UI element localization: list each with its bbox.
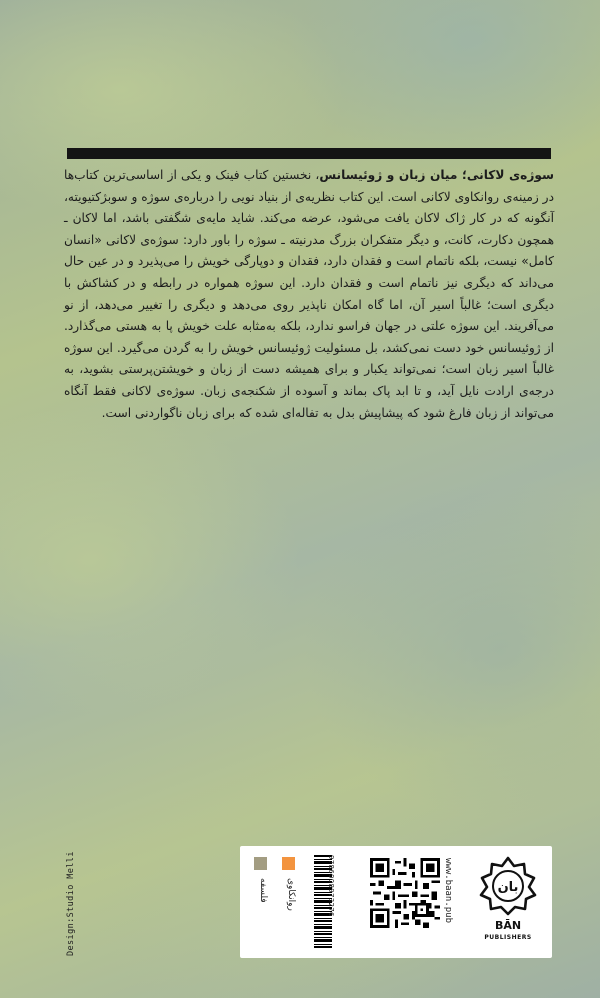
logo-text: بان — [497, 880, 519, 895]
publisher-name: BĀN — [494, 919, 522, 932]
blurb-body: ، نخستین کتاب فینک و یکی از اساسی‌ترین کتاب‌ها در زمینه‌ی روانکاوی لاکانی است. این کتاب نظریه‌ی از بنیاد نویی را درباره‌ی سوژه و سوبژکتیویته، آنگونه که در کار ژاک لاکان یافت می‌شود، عرضه می‌کند. شاید مایه‌ی شگفتی باشد، اما لاکان ـ همچون دکارت، کانت، و دیگر متفکران بزرگ مدرنیته ـ سوژه را باور دارد: سوژه‌ی لاکانی «انسان کامل» نیست، بلکه ناتمام است و فقدان دارد، فقدان و دوپارگی خویش را می‌پذیرد و در عین حال می‌داند که دیگری نیز ناتمام است و فقدان دارد. این سوژه همواره در رابطه و در کشاکش با دیگری است؛ غالباً اسیر آن، اما گاه امکان ناپذیر روی می‌دهد و دیگری را تغییر می‌دهد، از نو می‌آفریند. این سوژه علتی در جهان فراسو ندارد، بلکه به‌مثابه علت خویش پا به هستی می‌گذارد. از ژوئیسانس خود دست نمی‌کشد، بل مسئولیت ژوئیسانس خویش را به گردن می‌گیرد. این سوژه غالباً اسیر زبان است؛ نمی‌تواند یکبار و برای همیشه دست از زبان و خویشتن‌پرستی بشوید، به درجه‌ی ارادت نایل آید، و تا ابد پاک بماند و آسوده از شکنجه‌ی زبان. سوژه‌ی لاکانی فقط آنگاه می‌تواند از زبان فارغ شود که پیشاپیش بدل به تفاله‌ای شده که برای زبان ناگوارد‌نی است. — [64, 168, 554, 420]
top-rule — [67, 148, 551, 159]
blurb-title: سوژه‌ی لاکانی؛ میان زبان و ژوئیسانس — [319, 168, 554, 182]
info-panel — [240, 846, 552, 958]
design-credit: Design:Studio Melli — [66, 851, 76, 956]
publisher-logo-icon — [478, 856, 538, 916]
qr-code-icon — [370, 858, 440, 928]
publisher-url: www.baan.pub — [443, 858, 453, 924]
philosophy-swatch — [254, 857, 267, 870]
category-psychoanalysis-label: روانکاوی — [286, 878, 296, 911]
psychoanalysis-swatch — [282, 857, 295, 870]
category-philosophy-label: فلسفه — [258, 878, 268, 903]
blurb-text — [64, 165, 554, 424]
publisher-subtitle: PUBLISHERS — [484, 934, 532, 941]
isbn-number: 9786008973276 — [327, 855, 335, 917]
